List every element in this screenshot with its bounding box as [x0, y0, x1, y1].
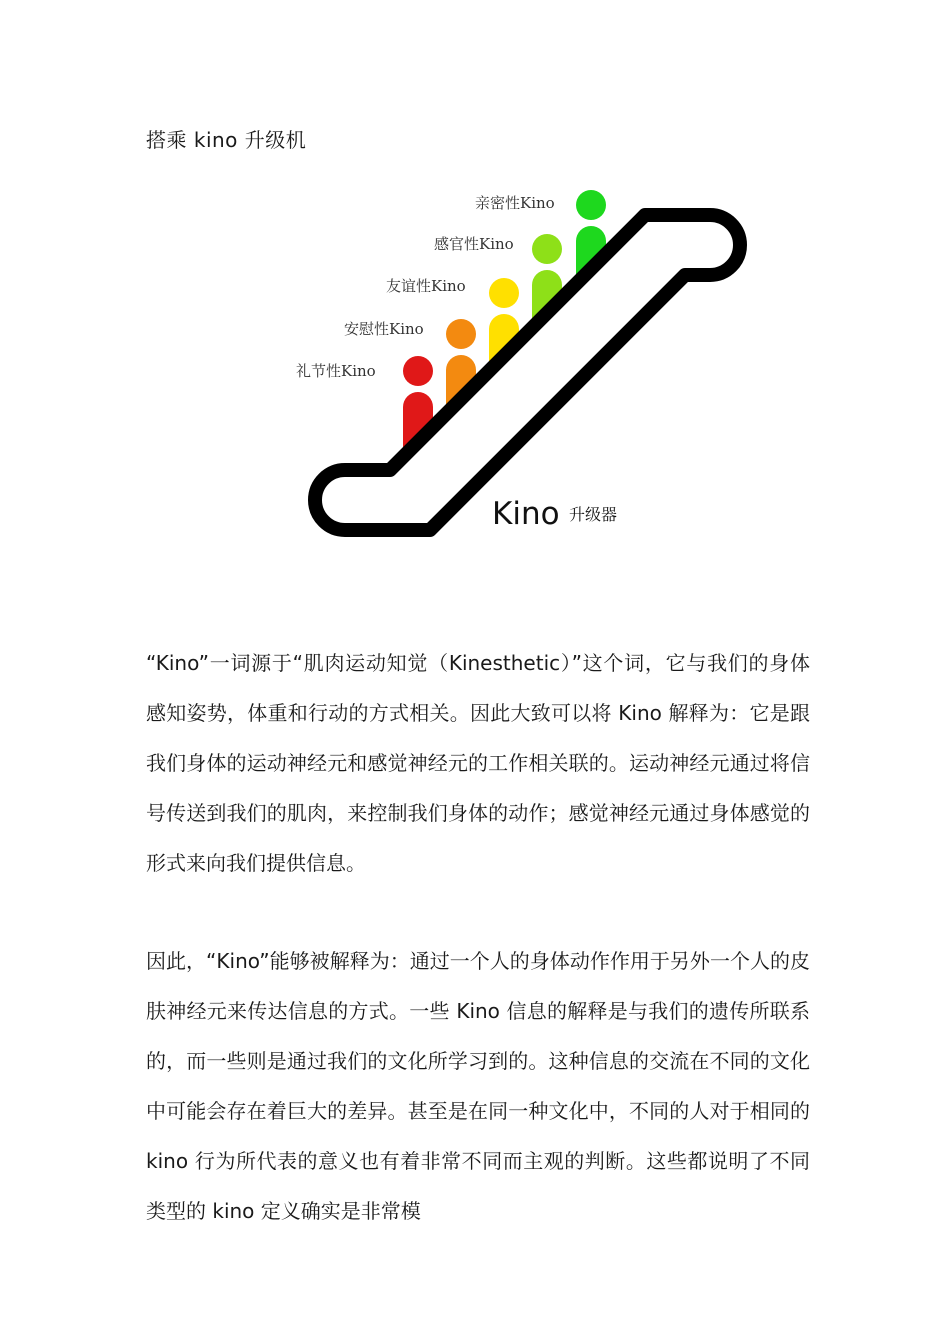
level-label-1: 礼节性Kino — [296, 362, 376, 380]
person-head — [532, 234, 562, 264]
paragraph-1: “Kino”一词源于“肌肉运动知觉（Kinesthetic）”这个词，它与我们的身体感知姿势，体重和行动的方式相关。因此大致可以将 Kino 解释为：它是跟我们身体的运动神经元和感觉神经元的工作相关联的。运动神经元通过将信号传送到我们的肌肉，来控制我们身体的动作；感觉神经元通过身体感觉的形式来向我们提供信息。 — [146, 651, 810, 875]
person-head — [403, 356, 433, 386]
level-label-2: 安慰性Kino — [344, 320, 424, 338]
level-label-4: 感官性Kino — [434, 235, 514, 253]
document-title: 搭乘 kino 升级机 — [146, 128, 307, 152]
person-head — [576, 190, 606, 220]
upgrader-text: 升级器 — [569, 505, 618, 524]
paragraph-2: 因此，“Kino”能够被解释为：通过一个人的身体动作作用于另外一个人的皮肤神经元来传达信息的方式。一些 Kino 信息的解释是与我们的遗传所联系的，而一些则是通过我们的文化所学习到的。这种信息的交流在不同的文化中可能会存在着巨大的差异。甚至是在同一种文化中，不同的人对于相同的 kino 行为所代表的意义也有着非常不同而主观的判断。这些都说明了不同类型的 kino 定义确实是非常模 — [146, 949, 810, 1223]
kino-brand-text: Kino — [492, 496, 560, 532]
level-label-5: 亲密性Kino — [475, 194, 555, 212]
escalator-diagram — [290, 180, 760, 570]
person-head — [489, 278, 519, 308]
kino-escalator-figure — [290, 180, 760, 570]
person-head — [446, 319, 476, 349]
level-label-3: 友谊性Kino — [386, 277, 466, 295]
